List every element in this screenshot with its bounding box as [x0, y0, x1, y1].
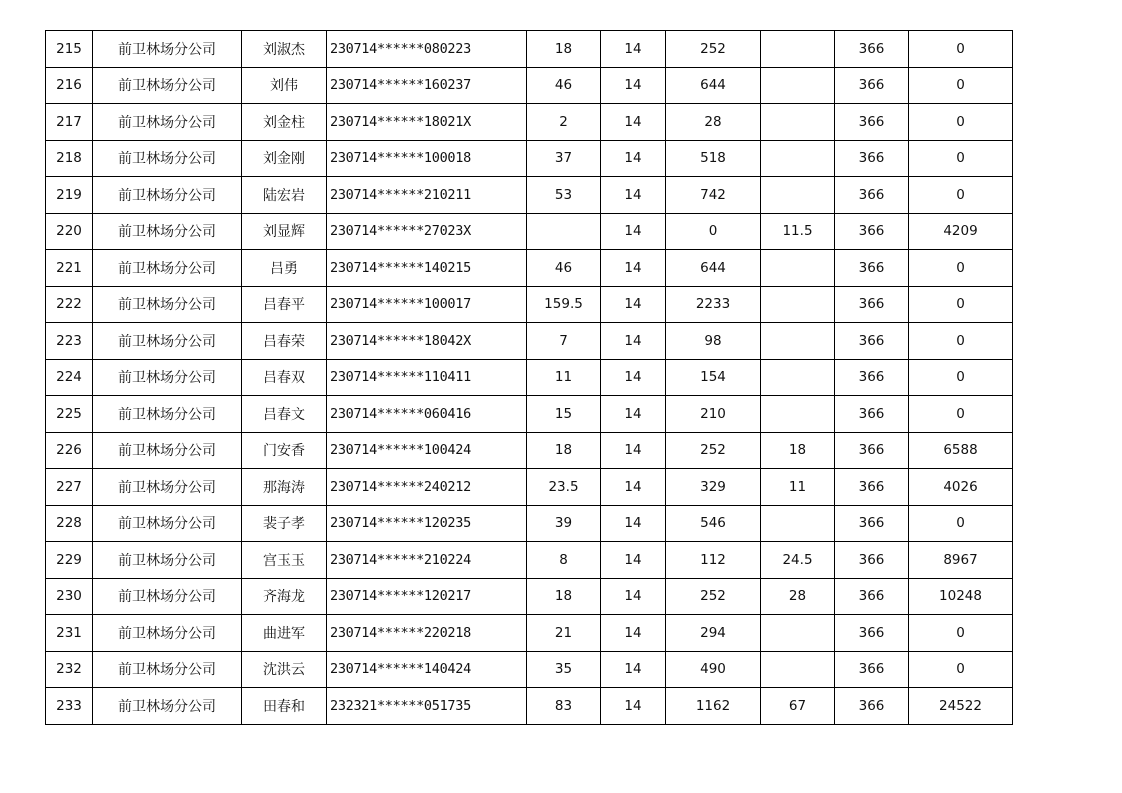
value-col-6-cell: 0: [909, 396, 1013, 433]
value-col-3-cell: 294: [666, 615, 761, 652]
table-row: [46, 469, 1013, 506]
value-col-1-cell: 18: [527, 432, 601, 469]
id-number-cell: 230714******210211: [327, 177, 527, 214]
value-col-3-cell: 644: [666, 67, 761, 104]
id-number-cell: 230714******100017: [327, 286, 527, 323]
data-table: [45, 30, 1013, 725]
person-name-cell: 吕春双: [242, 359, 327, 396]
id-number-cell: 230714******080223: [327, 31, 527, 68]
table-row: [46, 177, 1013, 214]
company-cell: 前卫林场分公司: [93, 615, 242, 652]
company-cell: 前卫林场分公司: [93, 286, 242, 323]
person-name-cell: 吕勇: [242, 250, 327, 287]
row-number-cell: 229: [46, 542, 93, 579]
value-col-1-cell: 39: [527, 505, 601, 542]
value-col-5-cell: 366: [835, 104, 909, 141]
value-col-6-cell: 8967: [909, 542, 1013, 579]
value-col-4-cell: [761, 505, 835, 542]
company-cell: 前卫林场分公司: [93, 688, 242, 725]
value-col-6-cell: 0: [909, 505, 1013, 542]
value-col-1-cell: 35: [527, 651, 601, 688]
value-col-4-cell: 67: [761, 688, 835, 725]
company-cell: 前卫林场分公司: [93, 323, 242, 360]
value-col-3-cell: 28: [666, 104, 761, 141]
company-cell: 前卫林场分公司: [93, 31, 242, 68]
value-col-5-cell: 366: [835, 396, 909, 433]
value-col-4-cell: [761, 67, 835, 104]
row-number-cell: 215: [46, 31, 93, 68]
row-number-cell: 216: [46, 67, 93, 104]
company-cell: 前卫林场分公司: [93, 104, 242, 141]
table-row: [46, 688, 1013, 725]
id-number-cell: 230714******110411: [327, 359, 527, 396]
value-col-5-cell: 366: [835, 177, 909, 214]
table-row: [46, 213, 1013, 250]
row-number-cell: 232: [46, 651, 93, 688]
value-col-3-cell: 154: [666, 359, 761, 396]
table-row: [46, 67, 1013, 104]
table-body: [46, 31, 1013, 725]
value-col-6-cell: 0: [909, 651, 1013, 688]
row-number-cell: 225: [46, 396, 93, 433]
row-number-cell: 230: [46, 578, 93, 615]
value-col-2-cell: 14: [601, 67, 666, 104]
row-number-cell: 222: [46, 286, 93, 323]
value-col-6-cell: 4209: [909, 213, 1013, 250]
company-cell: 前卫林场分公司: [93, 578, 242, 615]
table-row: [46, 140, 1013, 177]
company-cell: 前卫林场分公司: [93, 177, 242, 214]
value-col-1-cell: 15: [527, 396, 601, 433]
table-row: [46, 615, 1013, 652]
value-col-1-cell: 46: [527, 250, 601, 287]
person-name-cell: 门安香: [242, 432, 327, 469]
value-col-2-cell: 14: [601, 140, 666, 177]
value-col-6-cell: 0: [909, 67, 1013, 104]
value-col-5-cell: 366: [835, 67, 909, 104]
person-name-cell: 曲进军: [242, 615, 327, 652]
id-number-cell: 230714******140215: [327, 250, 527, 287]
id-number-cell: 230714******210224: [327, 542, 527, 579]
value-col-1-cell: 23.5: [527, 469, 601, 506]
value-col-3-cell: 252: [666, 578, 761, 615]
value-col-4-cell: [761, 651, 835, 688]
value-col-1-cell: 18: [527, 31, 601, 68]
row-number-cell: 218: [46, 140, 93, 177]
table-row: [46, 542, 1013, 579]
value-col-5-cell: 366: [835, 323, 909, 360]
value-col-2-cell: 14: [601, 359, 666, 396]
value-col-1-cell: 7: [527, 323, 601, 360]
company-cell: 前卫林场分公司: [93, 432, 242, 469]
value-col-2-cell: 14: [601, 213, 666, 250]
value-col-5-cell: 366: [835, 250, 909, 287]
person-name-cell: 宫玉玉: [242, 542, 327, 579]
person-name-cell: 吕春荣: [242, 323, 327, 360]
value-col-5-cell: 366: [835, 688, 909, 725]
value-col-6-cell: 0: [909, 615, 1013, 652]
value-col-2-cell: 14: [601, 432, 666, 469]
value-col-2-cell: 14: [601, 578, 666, 615]
value-col-4-cell: 24.5: [761, 542, 835, 579]
value-col-5-cell: 366: [835, 651, 909, 688]
value-col-6-cell: 0: [909, 104, 1013, 141]
table-row: [46, 432, 1013, 469]
value-col-2-cell: 14: [601, 505, 666, 542]
row-number-cell: 221: [46, 250, 93, 287]
value-col-2-cell: 14: [601, 323, 666, 360]
value-col-1-cell: 159.5: [527, 286, 601, 323]
value-col-4-cell: [761, 177, 835, 214]
value-col-3-cell: 329: [666, 469, 761, 506]
table-row: [46, 104, 1013, 141]
company-cell: 前卫林场分公司: [93, 213, 242, 250]
value-col-5-cell: 366: [835, 469, 909, 506]
value-col-3-cell: 0: [666, 213, 761, 250]
value-col-1-cell: 21: [527, 615, 601, 652]
id-number-cell: 230714******120235: [327, 505, 527, 542]
company-cell: 前卫林场分公司: [93, 359, 242, 396]
value-col-5-cell: 366: [835, 140, 909, 177]
value-col-3-cell: 252: [666, 31, 761, 68]
table-row: [46, 286, 1013, 323]
table-row: [46, 323, 1013, 360]
person-name-cell: 吕春文: [242, 396, 327, 433]
id-number-cell: 230714******18021X: [327, 104, 527, 141]
value-col-5-cell: 366: [835, 359, 909, 396]
row-number-cell: 217: [46, 104, 93, 141]
value-col-1-cell: 18: [527, 578, 601, 615]
value-col-1-cell: 46: [527, 67, 601, 104]
value-col-2-cell: 14: [601, 31, 666, 68]
value-col-4-cell: [761, 286, 835, 323]
row-number-cell: 231: [46, 615, 93, 652]
id-number-cell: 230714******18042X: [327, 323, 527, 360]
value-col-5-cell: 366: [835, 432, 909, 469]
value-col-4-cell: [761, 31, 835, 68]
id-number-cell: 230714******140424: [327, 651, 527, 688]
value-col-4-cell: 18: [761, 432, 835, 469]
person-name-cell: 刘金刚: [242, 140, 327, 177]
table-row: [46, 578, 1013, 615]
value-col-6-cell: 0: [909, 177, 1013, 214]
row-number-cell: 223: [46, 323, 93, 360]
value-col-6-cell: 0: [909, 250, 1013, 287]
value-col-3-cell: 546: [666, 505, 761, 542]
id-number-cell: 232321******051735: [327, 688, 527, 725]
value-col-3-cell: 252: [666, 432, 761, 469]
value-col-5-cell: 366: [835, 505, 909, 542]
value-col-6-cell: 0: [909, 286, 1013, 323]
company-cell: 前卫林场分公司: [93, 140, 242, 177]
value-col-5-cell: 366: [835, 615, 909, 652]
person-name-cell: 陆宏岩: [242, 177, 327, 214]
row-number-cell: 219: [46, 177, 93, 214]
value-col-2-cell: 14: [601, 542, 666, 579]
value-col-3-cell: 1162: [666, 688, 761, 725]
value-col-3-cell: 98: [666, 323, 761, 360]
value-col-6-cell: 6588: [909, 432, 1013, 469]
row-number-cell: 227: [46, 469, 93, 506]
person-name-cell: 刘显辉: [242, 213, 327, 250]
value-col-4-cell: 28: [761, 578, 835, 615]
table-row: [46, 651, 1013, 688]
id-number-cell: 230714******120217: [327, 578, 527, 615]
company-cell: 前卫林场分公司: [93, 67, 242, 104]
value-col-1-cell: 8: [527, 542, 601, 579]
table-row: [46, 505, 1013, 542]
value-col-3-cell: 210: [666, 396, 761, 433]
value-col-4-cell: [761, 104, 835, 141]
value-col-6-cell: 0: [909, 359, 1013, 396]
value-col-3-cell: 112: [666, 542, 761, 579]
person-name-cell: 沈洪云: [242, 651, 327, 688]
value-col-2-cell: 14: [601, 615, 666, 652]
value-col-5-cell: 366: [835, 578, 909, 615]
row-number-cell: 220: [46, 213, 93, 250]
value-col-2-cell: 14: [601, 250, 666, 287]
table-row: [46, 250, 1013, 287]
value-col-2-cell: 14: [601, 651, 666, 688]
value-col-5-cell: 366: [835, 542, 909, 579]
id-number-cell: 230714******27023X: [327, 213, 527, 250]
value-col-4-cell: 11.5: [761, 213, 835, 250]
value-col-6-cell: 24522: [909, 688, 1013, 725]
row-number-cell: 226: [46, 432, 93, 469]
value-col-4-cell: [761, 359, 835, 396]
company-cell: 前卫林场分公司: [93, 396, 242, 433]
value-col-4-cell: [761, 140, 835, 177]
value-col-3-cell: 518: [666, 140, 761, 177]
value-col-5-cell: 366: [835, 213, 909, 250]
value-col-1-cell: [527, 213, 601, 250]
table-row: [46, 396, 1013, 433]
company-cell: 前卫林场分公司: [93, 651, 242, 688]
value-col-3-cell: 742: [666, 177, 761, 214]
table-row: [46, 31, 1013, 68]
value-col-2-cell: 14: [601, 286, 666, 323]
value-col-2-cell: 14: [601, 396, 666, 433]
table-row: [46, 359, 1013, 396]
value-col-1-cell: 83: [527, 688, 601, 725]
person-name-cell: 刘淑杰: [242, 31, 327, 68]
row-number-cell: 233: [46, 688, 93, 725]
value-col-2-cell: 14: [601, 469, 666, 506]
id-number-cell: 230714******240212: [327, 469, 527, 506]
value-col-3-cell: 2233: [666, 286, 761, 323]
value-col-1-cell: 11: [527, 359, 601, 396]
value-col-4-cell: [761, 615, 835, 652]
value-col-1-cell: 2: [527, 104, 601, 141]
row-number-cell: 228: [46, 505, 93, 542]
person-name-cell: 裴子孝: [242, 505, 327, 542]
value-col-6-cell: 4026: [909, 469, 1013, 506]
value-col-5-cell: 366: [835, 31, 909, 68]
id-number-cell: 230714******060416: [327, 396, 527, 433]
value-col-4-cell: [761, 323, 835, 360]
value-col-6-cell: 0: [909, 140, 1013, 177]
person-name-cell: 那海涛: [242, 469, 327, 506]
person-name-cell: 刘伟: [242, 67, 327, 104]
value-col-3-cell: 490: [666, 651, 761, 688]
value-col-5-cell: 366: [835, 286, 909, 323]
row-number-cell: 224: [46, 359, 93, 396]
value-col-1-cell: 53: [527, 177, 601, 214]
value-col-2-cell: 14: [601, 177, 666, 214]
company-cell: 前卫林场分公司: [93, 469, 242, 506]
value-col-4-cell: 11: [761, 469, 835, 506]
person-name-cell: 刘金柱: [242, 104, 327, 141]
value-col-4-cell: [761, 250, 835, 287]
id-number-cell: 230714******220218: [327, 615, 527, 652]
company-cell: 前卫林场分公司: [93, 505, 242, 542]
id-number-cell: 230714******100018: [327, 140, 527, 177]
person-name-cell: 吕春平: [242, 286, 327, 323]
company-cell: 前卫林场分公司: [93, 542, 242, 579]
person-name-cell: 田春和: [242, 688, 327, 725]
value-col-2-cell: 14: [601, 688, 666, 725]
value-col-3-cell: 644: [666, 250, 761, 287]
person-name-cell: 齐海龙: [242, 578, 327, 615]
value-col-1-cell: 37: [527, 140, 601, 177]
id-number-cell: 230714******100424: [327, 432, 527, 469]
company-cell: 前卫林场分公司: [93, 250, 242, 287]
value-col-4-cell: [761, 396, 835, 433]
value-col-6-cell: 0: [909, 323, 1013, 360]
id-number-cell: 230714******160237: [327, 67, 527, 104]
value-col-6-cell: 10248: [909, 578, 1013, 615]
value-col-2-cell: 14: [601, 104, 666, 141]
value-col-6-cell: 0: [909, 31, 1013, 68]
